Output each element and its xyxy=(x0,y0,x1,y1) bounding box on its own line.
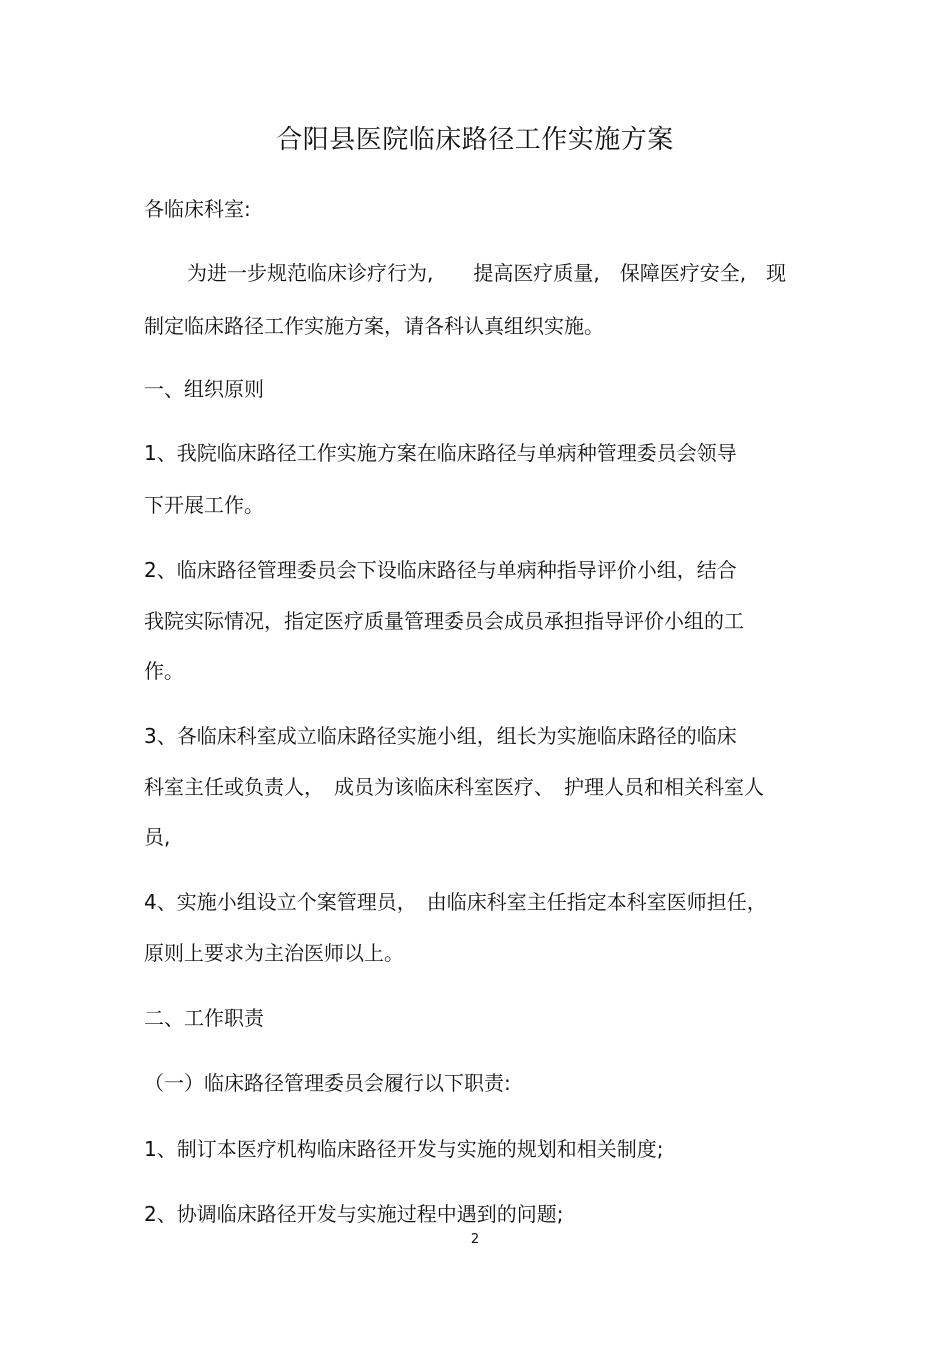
item-4-line-2: 原则上要求为主治医师以上。 xyxy=(144,941,404,965)
item-2-line-2: 我院实际情况，指定医疗质量管理委员会成员承担指导评价小组的工 xyxy=(144,609,744,633)
section-heading-duties: 二、工作职责 xyxy=(144,1006,264,1030)
item-3-line-3: 员, xyxy=(144,825,171,849)
item-4-line-1: 4、实施小组设立个案管理员， 由临床科室主任指定本科室医师担任， xyxy=(144,890,767,914)
item-2-line-1: 2、临床路径管理委员会下设临床路径与单病种指导评价小组，结合 xyxy=(144,558,737,582)
document-title: 合阳县医院临床路径工作实施方案 xyxy=(276,125,674,155)
section-heading-organization: 一、组织原则 xyxy=(144,377,264,401)
salutation: 各临床科室: xyxy=(144,197,251,221)
duty-1: 1、制订本医疗机构临床路径开发与实施的规划和相关制度; xyxy=(144,1137,664,1161)
subsection-heading-committee: （一）临床路径管理委员会履行以下职责: xyxy=(144,1071,511,1095)
intro-line-1: 为进一步规范临床诊疗行为, 提高医疗质量, 保障医疗安全, 现 xyxy=(187,261,787,285)
item-1-line-1: 1、我院临床路径工作实施方案在临床路径与单病种管理委员会领导 xyxy=(144,441,737,465)
item-2-line-3: 作。 xyxy=(144,659,184,683)
item-3-line-2: 科室主任或负责人， 成员为该临床科室医疗、 护理人员和相关科室人 xyxy=(144,775,764,799)
duty-2: 2、协调临床路径开发与实施过程中遇到的问题; xyxy=(144,1202,564,1226)
intro-line-2: 制定临床路径工作实施方案，请各科认真组织实施。 xyxy=(144,314,604,338)
page-number: 2 xyxy=(470,1232,480,1247)
item-3-line-1: 3、各临床科室成立临床路径实施小组，组长为实施临床路径的临床 xyxy=(144,724,737,748)
item-1-line-2: 下开展工作。 xyxy=(144,493,264,517)
